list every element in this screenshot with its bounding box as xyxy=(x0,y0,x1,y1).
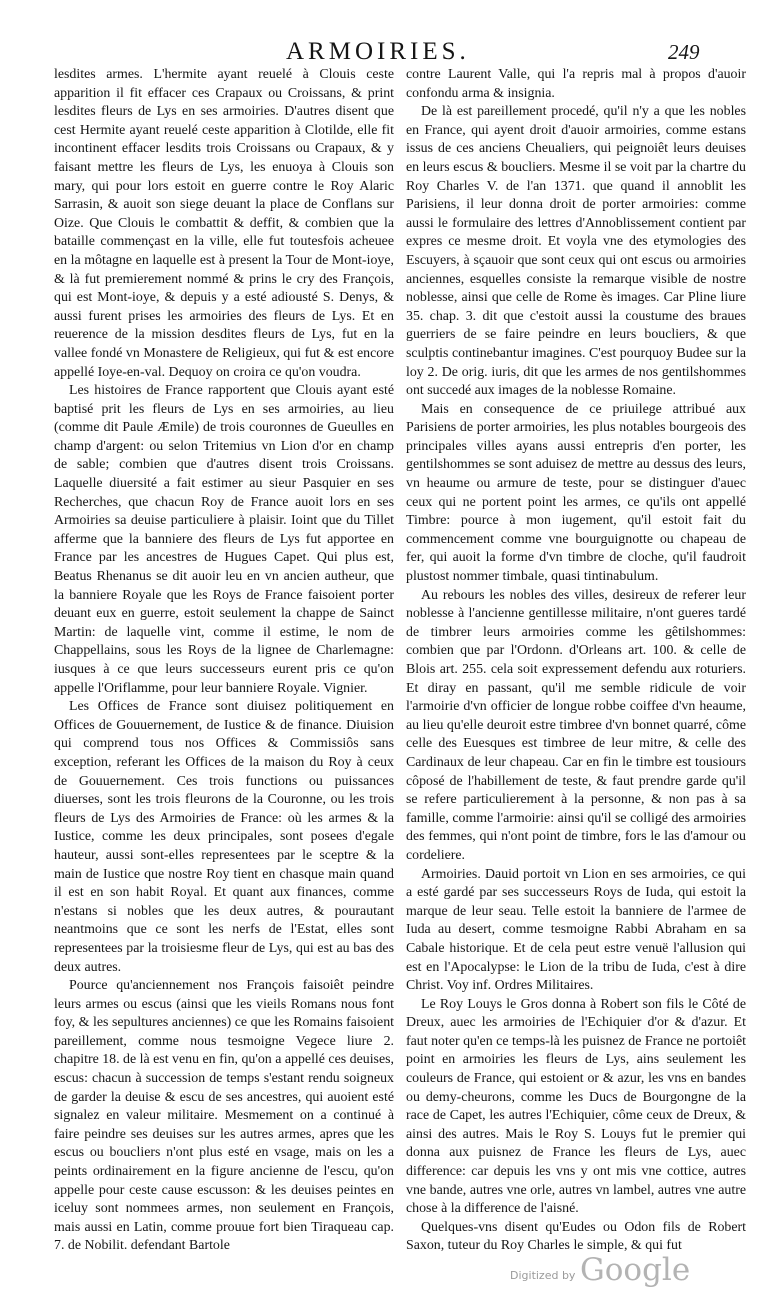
left-column xyxy=(54,66,394,1256)
paragraph: Pource qu'anciennement nos François faisoiêt peindre leurs armes ou escus (ainsi que les vieils Romans nous font foy, & les sepultures anciennes) ce que les Romains faisoient pareillement, comme nous tesmoigne Vegece liure 2. chapitre 18. de là est venu en fin, qu'on a appellé ces deuises, escus: chacun à succession de temps s'estant rendu soigneux de garder la deuise & escu de ses ancestres, qui auoient esté signalez en valeur militaire. Mesmement on a continué à faire peindre ses deuises sur les autres armes, apres que les escus ou boucliers n'ont plus esté en vsage, mais on les a peints ordinairement en la figure ancienne de l'escu, qu'on appelle pour ceste cause escusson: & les deuises peintes en iceluy sont nommees armes, non seulement en François, mais aussi en Latin, comme prouue fort bien Tiraqueau cap. 7. de Nobilit. defendant Bartole xyxy=(54,978,395,1254)
paragraph: lesdites armes. L'hermite ayant reuelé à Clouis ceste apparition il fit effacer ces Crapaux ou Croissans, & print lesdites fleurs de Lys en ses armoiries. D'autres disent que cest Hermite ayant reuelé ceste apparition à Clotilde, elle fit incontinent effacer lesdits trois Croissans ou Crapaux, & y faisant mettre les fleurs de Lys, les enuoya à Clouis son mary, qui pour lors estoit en guerre contre le Roy Alaric Sarrasin, & auoit son siege deuant la place de Conflans sur Oize. Que Clouis le combattit & deffit, & combien que la bataille commençast en la ville, elle fut toutesfois acheuee en la môtagne en laquelle est à present la Tour de Mont-ioye, & là fut premierement nommé & prins le cry des François, qui est Mont-ioye, & depuis y a esté adiousté S. Denys, & aussi furent prises les armoiries des fleurs de Lys. Et en reuerence de la mission desdites fleurs de Lys, fut en la vallee fondé vn Monastere de Religieux, qui fut & est encore appellé Ioye-en-val. Dequoy on croira ce qu'on voudra. xyxy=(54,67,394,380)
page-header xyxy=(0,38,778,68)
paragraph: Les Offices de France sont diuisez politiquement en Offices de Gouuernement, de Iustice & de finance. Diuision qui comprend tous nos Offices & Commissiôs sans exception, referant les Offices de la maison du Roy à ceux de Gouuernement. Ces trois functions ou puissances diuerses, sont les trois fleurons de la Couronne, ou les trois fleurs de Lys des Armoiries de France: où les armes & la Iustice, comme les deux principales, sont posees d'egale hauteur, aussi sont-elles representees par le sceptre & la main de Iustice que nostre Roy tient en chasque main quand il est en son habit Royal. Et quant aux finances, comme n'estans si nobles que les deux autres, & pourautant neantmoins que ce sont les nerfs de l'Estat, elles sont representees par la troisiesme fleur de Lys, qui est au bas des deux autres. xyxy=(54,699,394,975)
paragraph: Mais en consequence de ce priuilege attribué aux Parisiens de porter armoiries, les plus notables bourgeois des principales villes ayans aussi entrepris d'en porter, les gentilshommes se sont aduisez de mettre au dessus des leurs, vn heaume ou armure de teste, pour se distinguer d'auec ceux qui ne portent point les armes, ce qu'ils ont appellé Timbre: pource à mon iugement, qu'il estoit fait du commencement comme vne bourguignotte ou chapeau de fer, qui auoit la forme d'vn timbre de cloche, qu'il faudroit plustost nommer timbale, quasi tintinabulum. xyxy=(406,401,746,585)
paragraph: Le Roy Louys le Gros donna à Robert son fils le Côté de Dreux, auec les armoiries de l'Echiquier d'or & d'azur. Et faut noter qu'en ce temps-là les puisnez de France ne portoiêt point en armoiries les fleurs de Lys, ains seulement les couleurs de France, qui estoient or & azur, les vns en bandes ou demy-cheurons, comme les Ducs de Bourgongne de la race de Capet, les autres l'Echiquier, côme ceux de Dreux, & ainsi des autres. Mais le Roy S. Louys fut le premier qui donna aux puisnez de France les fleurs de Lys, auec difference: car depuis les vns y ont mis vne cottice, autres vne bande, autres vne orle, autres vn lambel, autres vne autre chose à la difference de l'aisné. xyxy=(406,996,746,1217)
right-column xyxy=(406,66,746,1256)
page-number: 249 xyxy=(668,40,700,64)
paragraph: Au rebours les nobles des villes, desireux de referer leur noblesse à l'ancienne gentillesse militaire, n'ont gueres tardé de timbrer leurs armoiries comme les gêtilshommes: combien que par l'Ordonn. d'Orleans art. 100. & celle de Blois art. 255. cela soit expressement defendu aux roturiers. Et diray en passant, qu'il me semble ridicule de voir l'armoirie d'vn officier de longue robbe coiffee d'vn heaume, au lieu qu'elle deuroit estre timbree d'vn bonnet quarré, côme celle des Euesques est timbree de leur mitre, & celle des Cardinaux de leur chapeau. Car en fin le timbre est tousiours côposé de l'habillement de teste, & faut prendre garde qu'il se refere particulierement à la personne, & non pas à sa famille, comme l'armoirie: ainsi qu'il se colligé des armoiries des femmes, qui n'ont point de timbre, fors le las d'amour ou cordeliere. xyxy=(406,587,746,863)
paragraph: Quelques-vns disent qu'Eudes ou Odon fils de Robert Saxon, tuteur du Roy Charles le simple, & qui fut xyxy=(406,1219,746,1254)
paragraph: Les histoires de France rapportent que Clouis ayant esté baptisé prit les fleurs de Lys en ses armoiries, au lieu (comme dit Paule Æmile) de trois couronnes de Gueulles en champ d'argent: ou selon Tritemius vn Lion d'or en champ de sable; combien que d'autres disent trois Croissans. Laquelle diuersité a fait estimer au sieur Pasquier en ses Recherches, que chacun Roy de France auoit lors en ses Armoiries sa deuise particuliere à plaisir. Ioint que du Tillet afferme que la banniere des fleurs de Lys fut apportee en France par les ancestres de Hugues Capet. Qui plus est, Beatus Rhenanus se dit auoir leu en vn ancien autheur, que la banniere Royale que les Roys de France faisoient porter deuant eux en guerre, estoit seulement la chappe de Sainct Martin: de laquelle vint, comme il estime, le nom de Chappellains, sous les Roys de la lignee de Charlemagne: iusques à ce que leurs successeurs eurent pris ce qu'on appelle l'Oriflamme, pour leur banniere Royale. Vignier. xyxy=(54,383,394,696)
paragraph: Armoiries. Dauid portoit vn Lion en ses armoiries, ce qui a esté gardé par ses successeurs Roys de Iuda, qui estoit la marque de leur seau. Telle estoit la banniere de l'armee de Iuda au desert, comme tesmoigne Rabbi Abraham en sa Cabale historique. Et de cela peut estre venuë l'allusion qui est en l'Apocalypse: le Lion de la tribu de Iuda, c'est à dire Christ. Voy inf. Ordres Militaires. xyxy=(406,866,746,994)
paragraph: contre Laurent Valle, qui l'a repris mal à propos d'auoir confondu arma & insignia. xyxy=(406,67,746,101)
digitized-by-label: Digitized by xyxy=(510,1269,576,1282)
digitization-watermark xyxy=(510,1252,710,1292)
google-logo: Google xyxy=(580,1252,691,1288)
running-title: ARMOIRIES. xyxy=(286,38,470,65)
paragraph: De là est pareillement procedé, qu'il n'y a que les nobles en France, qui ayent droit d'auoir armoiries, comme estans issus de ces anciens Cheualiers, qui peignoiêt leurs deuises en leurs escus & boucliers. Mesme il se voit par la chartre du Roy Charles V. de l'an 1371. que quand il annoblit les Parisiens, il leur donna droit de porter armoiries: comme aussi le formulaire des lettres d'Annoblissement contient par expres ce mesme droit. Et voyla vne des etymologies des Escuyers, à sçauoir que sont ceux qui ont escus ou armoiries anciennes, esquelles consiste la remarque visible de nostre noblesse, ainsi que celle de Rome ès images. Car Pline liure 35. chap. 3. dit que c'estoit aussi la coustume des braues guerriers de se faire peindre en leurs boucliers, & que sculptis continebantur imagines. C'est pourquoy Budee sur la loy 2. De orig. iuris, dit que les armes de nos gentilshommes ont succedé aux images de la noblesse Romaine. xyxy=(406,104,746,399)
